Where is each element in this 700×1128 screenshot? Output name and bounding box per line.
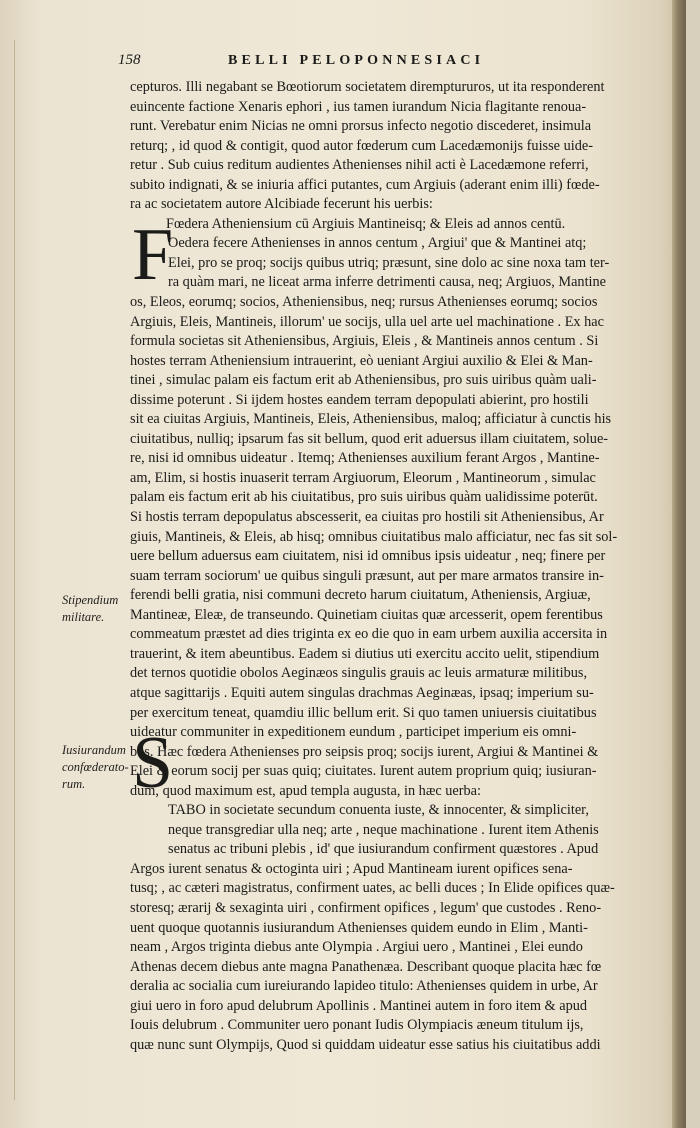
text-line: bus. Hæc fœdera Athenienses pro seipsis proq; socijs iurent, Argiui & Mantinei &	[130, 743, 599, 760]
text-line: giuis, Mantineis, & Eleis, ab hisq; omnibus ciuitatibus malo afficiatur, nec fas sit sol-	[130, 528, 618, 545]
page-edge	[672, 0, 686, 1128]
text-body	[130, 78, 654, 1055]
text-line: TABO in societate secundum conuenta iuste, & innocenter, & simpliciter,	[168, 802, 589, 819]
text-line: returq; , id quod & contigit, quod autor fœderum cum Lacedæmonijs fuisse uide-	[130, 137, 593, 154]
text-line: os, Eleos, eorumq; socios, Atheniensibus, neq; rursus Athenienses eorumq; socios	[130, 294, 598, 311]
text-line: uent quoque quotannis iusiurandum Athenienses quidem eundo in Elim , Manti-	[130, 919, 588, 936]
drop-cap-s: S	[132, 722, 174, 804]
page-number: 158	[118, 52, 141, 68]
text-line: Elei, pro se proq; socijs quibus utriq; præsunt, sine dolo ac sine noxa tam ter-	[168, 254, 610, 271]
text-line: palam eis factum erit ab his ciuitatibus, pro suis uiribus quàm ualidissime poterūt.	[130, 489, 598, 506]
text-line: tinei , simulac palam eis factum erit ab Atheniensibus, pro suis uiribus quàm uali-	[130, 372, 597, 389]
text-line: neam , Argos triginta diebus ante Olympia . Argiui uero , Mantinei , Elei eundo	[130, 939, 583, 956]
margin-note-line: rum.	[62, 777, 86, 791]
gutter-shadow	[6, 40, 15, 1100]
drop-cap-f: F	[132, 214, 174, 296]
running-title: BELLI PELOPONNESIACI	[228, 53, 485, 68]
text-line: Si hostis terram depopulatus abscesserit, ea ciuitas pro hostili sit Atheniensibus, Ar	[130, 509, 604, 526]
text-line: hostes terram Atheniensium intrauerint, eò ueniant Argiui auxilio & Elei & Man-	[130, 352, 593, 369]
text-line: quæ nunc sunt Olympijs, Quod si quiddam uideatur esse satius his ciuitatibus addi	[130, 1036, 601, 1053]
text-line: uideatur communiter in expeditionem eundum , participet imperium eis omni-	[130, 724, 577, 741]
text-line: sit ea ciuitas Argiuis, Mantineis, Eleis, Atheniensibus, maloq; afficiatur à cunctis his	[130, 411, 612, 428]
text-line: Athenas decem diebus ante magna Panathenæa. Describant quoque placita hæc fœ	[130, 958, 602, 975]
text-line: Argos iurent senatus & octoginta uiri ; Apud Mantineam iurent opifices sena-	[130, 860, 573, 877]
text-line: Argiuis, Eleis, Mantineis, illorum' ue socijs, ulla uel arte uel machinatione . Ex hac	[130, 313, 604, 330]
text-line: ferendi belli gratia, nisi communi decreto harum ciuitatum, Atheniensis, Argiuæ,	[130, 587, 591, 604]
margin-note-line: Stipendium	[62, 593, 119, 607]
text-line: Oedera fecere Athenienses in annos centum , Argiui' que & Mantinei atq;	[168, 235, 587, 252]
text-line: Mantineæ, Eleæ, de transeundo. Quinetiam ciuitas quæ arcesserit, opem ferentibus	[130, 606, 603, 623]
text-line: Iouis delubrum . Communiter uero ponant Iudis Olympiacis æneum titulum ijs,	[130, 1017, 584, 1034]
text-line: commeatum præstet ad dies triginta ex eo die quo in eam urbem auxilia accersita in	[130, 626, 608, 643]
text-line: dissime poterunt . Si ijdem hostes eandem terram depopulati abierint, pro hostili	[130, 391, 589, 408]
text-line: subito indignati, & se iniuria affici putantes, cum Argiuis (aderant enim illi) fœde-	[130, 176, 600, 193]
text-line: retur . Sub cuius reditum audientes Athenienses nihil acti è Lacedæmone referri,	[130, 157, 589, 174]
text-line: formula societas sit Atheniensibus, Argiuis, Eleis , & Mantineis annos centum . Si	[130, 333, 599, 350]
margin-note-line: militare.	[62, 610, 105, 624]
text-line: ciuitatibus, nulliq; ipsarum fas sit bellum, quod erit aduersus illam ciuitatem, solue-	[130, 430, 609, 447]
text-line: det ternos quotidie obolos Aeginæos singulis grauis ac leuis armaturæ militibus,	[130, 665, 588, 682]
text-line: ra ac societatem autore Alcibiade fecerunt his uerbis:	[130, 196, 433, 213]
text-line: uere bellum aduersus eam ciuitatem, nisi id omnibus ipsis uideatur , neq; finere per	[130, 548, 606, 565]
margin-note-iusiurandum	[62, 742, 132, 793]
margin-note-line: Iusiurandum	[62, 743, 126, 757]
text-line: per exercitum teneat, quamdiu illic bellum erit. Si quo tamen uniuersis ciuitatibus	[130, 704, 597, 721]
text-line: re, nisi id omnibus uideatur . Itemq; Athenienses auxilium ferant Argos , Mantine-	[130, 450, 600, 467]
page-header	[118, 52, 658, 72]
text-line: suam terram sociorum' ue quibus singuli præsunt, aut per mare armatos transire in-	[130, 567, 604, 584]
text-line: storesq; ærarij & sexaginta uiri , confirment opifices , legum' que custodes . Reno-	[130, 899, 602, 916]
text-line: euincente factione Xenaris ephori , ius tamen iurandum Nicia flagitante renoua-	[130, 98, 587, 115]
text-line: deralia ac socialia cum iureiurando lapideo titulo: Athenienses quidem in urbe, Ar	[130, 978, 598, 995]
text-line: neque transgrediar ulla neq; arte , neque machinatione . Iurent item Athenis	[168, 821, 599, 838]
margin-note-line: confœderato-	[62, 760, 129, 774]
text-line: Elei & eorum socij per suas quiq; ciuitates. Iurent autem proprium quiq; iusiuran-	[130, 763, 597, 780]
text-line: senatus ac tribuni plebis , id' que iusiurandum confirment quæstores . Apud	[168, 841, 599, 858]
text-line: giui uero in foro apud delubrum Apollinis . Mantinei autem in foro item & apud	[130, 997, 588, 1014]
text-line: ra quàm mari, ne liceat arma inferre detrimenti causa, neq; Argiuos, Mantine	[168, 274, 607, 291]
text-line: atque sagittarijs . Equiti autem singulas drachmas Aeginæas, ipsaq; imperium su-	[130, 684, 594, 701]
text-line: dum, quod maximum est, apud templa augusta, in hæc uerba:	[130, 782, 481, 799]
text-line: runt. Verebatur enim Nicias ne omni prorsus infecto negotio discederet, insimula	[130, 118, 592, 135]
margin-note-stipendium	[62, 592, 132, 626]
section-heading: Fœdera Atheniensium cū Argiuis Mantineisq; & Eleis ad annos centū.	[166, 215, 566, 232]
text-line: am, Elim, si hostis inuaserit terram Argiuorum, Eleorum , Mantineorum , simulac	[130, 469, 596, 486]
text-line: tusq; , ac cæteri magistratus, confirment uates, ac belli duces ; In Elide opifices quæ-	[130, 880, 615, 897]
text-line: cepturos. Illi negabant se Bœotiorum societatem diremptururos, ut ita responderent	[130, 79, 605, 95]
text-line: trauerint, & item abeuntibus. Eadem si diutius uti exercitu accito uelit, stipendium	[130, 645, 600, 662]
